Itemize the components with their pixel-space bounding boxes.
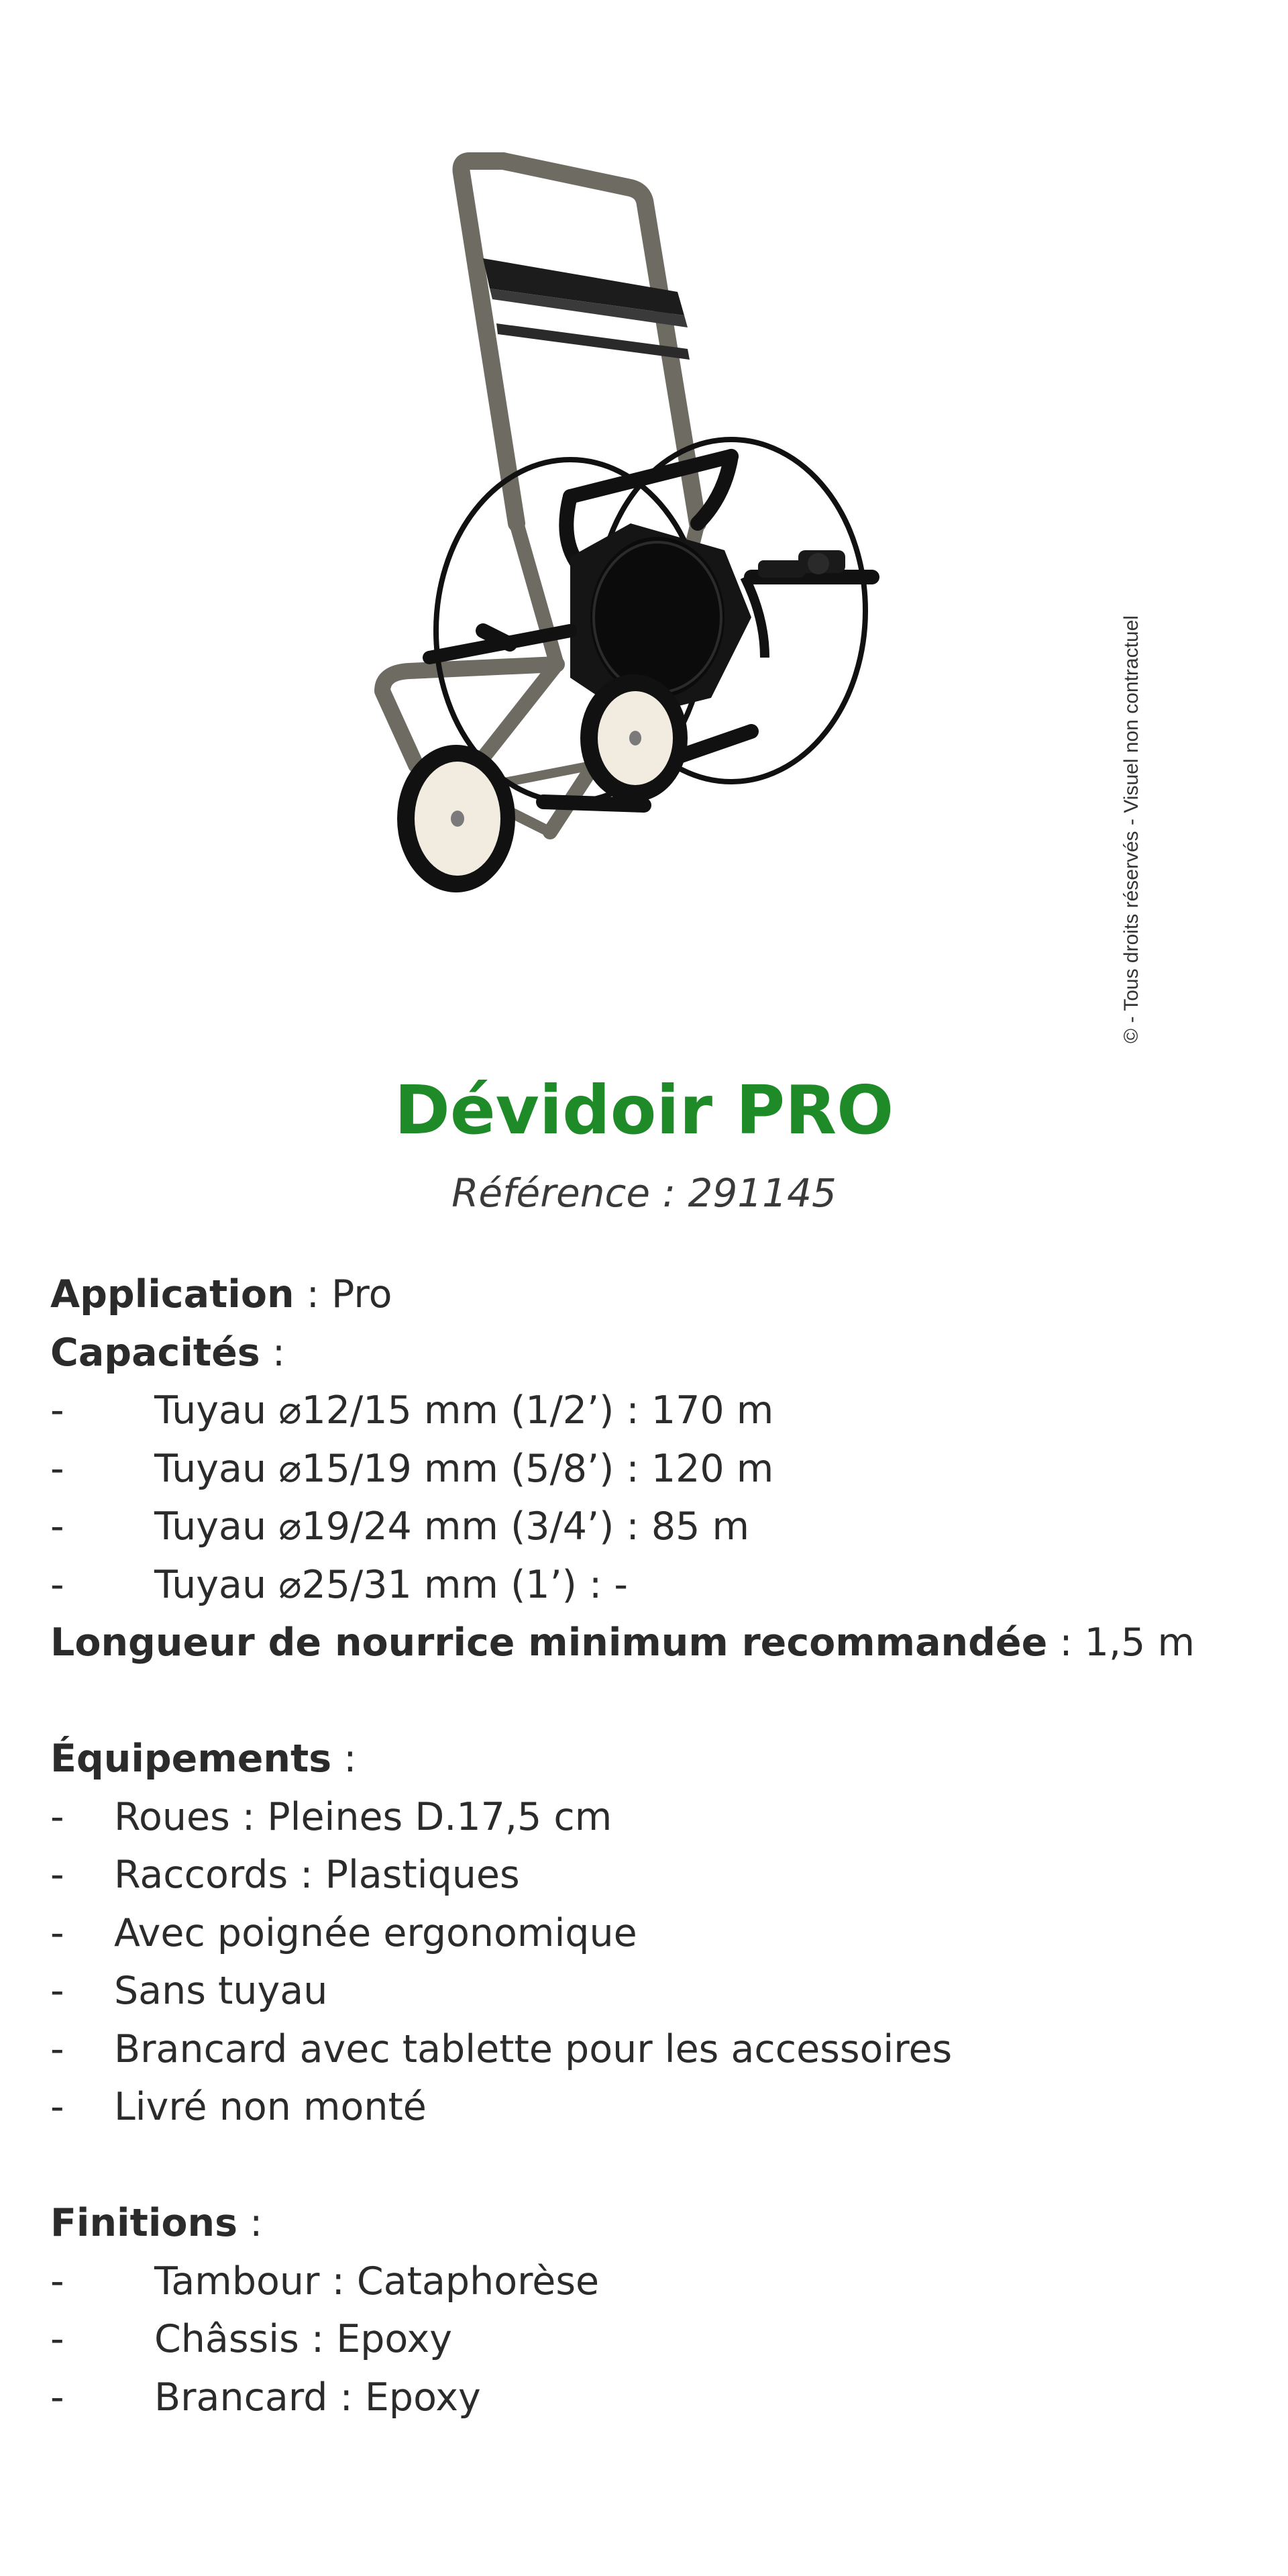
equipment-item — [50, 1904, 1251, 1963]
copyright-notice: © - Tous droits réservés - Visuel non contractuel — [1120, 615, 1142, 1043]
product-reference: Référence : 291145 — [451, 1170, 837, 1216]
finish-text: Tambour : Cataphorèse — [154, 2259, 600, 2304]
spacer — [50, 1672, 1251, 1731]
equipment-item — [50, 1846, 1251, 1904]
list-dash: - — [50, 1446, 64, 1491]
capacity-text: Tuyau ⌀12/15 mm (1/2’) : 170 m — [154, 1388, 774, 1433]
equipment-item — [50, 1788, 1251, 1847]
feeder-line — [50, 1614, 1251, 1672]
list-dash: - — [50, 1910, 64, 1955]
spec-list — [50, 1266, 1251, 2426]
finishes-suffix: : — [237, 2201, 263, 2245]
list-dash: - — [50, 2085, 64, 2129]
spacer — [50, 2136, 1251, 2195]
feeder-label: Longueur de nourrice minimum recommandée — [50, 1620, 1048, 1665]
capacity-item — [50, 1440, 1251, 1498]
list-dash: - — [50, 2317, 64, 2361]
equipment-text: Raccords : Plastiques — [114, 1853, 520, 1897]
equipment-heading — [50, 1730, 1251, 1788]
equipment-text: Sans tuyau — [114, 1969, 328, 2013]
product-title: Dévidoir PRO — [394, 1071, 894, 1149]
capacities-label: Capacités — [50, 1330, 260, 1375]
capacity-text: Tuyau ⌀15/19 mm (5/8’) : 120 m — [154, 1446, 774, 1491]
feeder-value: : 1,5 m — [1047, 1620, 1195, 1665]
finishes-label: Finitions — [50, 2201, 238, 2245]
equipment-text: Roues : Pleines D.17,5 cm — [114, 1794, 612, 1839]
capacities-heading — [50, 1324, 1251, 1382]
list-dash: - — [50, 2259, 64, 2304]
list-dash: - — [50, 1853, 64, 1897]
capacity-item — [50, 1556, 1251, 1614]
capacity-text: Tuyau ⌀19/24 mm (3/4’) : 85 m — [154, 1504, 750, 1549]
list-dash: - — [50, 1969, 64, 2013]
application-value: : Pro — [294, 1272, 392, 1317]
equipment-item — [50, 2078, 1251, 2136]
capacity-item — [50, 1382, 1251, 1440]
list-dash: - — [50, 2026, 64, 2071]
capacity-text: Tuyau ⌀25/31 mm (1’) : - — [154, 1562, 628, 1607]
equipment-text: Livré non monté — [114, 2085, 427, 2129]
finishes-heading — [50, 2194, 1251, 2253]
equipment-text: Avec poignée ergonomique — [114, 1910, 637, 1955]
capacity-item — [50, 1498, 1251, 1556]
list-dash: - — [50, 1388, 64, 1433]
equipment-item — [50, 2020, 1251, 2079]
list-dash: - — [50, 1504, 64, 1549]
application-label: Application — [50, 1272, 294, 1317]
finish-item — [50, 2253, 1251, 2311]
finish-item — [50, 2369, 1251, 2427]
equipment-label: Équipements — [50, 1737, 332, 1781]
hose-reel-cart-icon — [349, 148, 953, 966]
finish-text: Brancard : Epoxy — [154, 2375, 481, 2420]
equipment-item — [50, 1962, 1251, 2020]
equipment-suffix: : — [331, 1737, 357, 1781]
finish-text: Châssis : Epoxy — [154, 2317, 453, 2361]
list-dash: - — [50, 1794, 64, 1839]
list-dash: - — [50, 2375, 64, 2420]
finish-item — [50, 2310, 1251, 2369]
application-line — [50, 1266, 1251, 1324]
capacities-suffix: : — [260, 1330, 286, 1375]
list-dash: - — [50, 1562, 64, 1607]
equipment-text: Brancard avec tablette pour les accessoires — [114, 2026, 953, 2071]
